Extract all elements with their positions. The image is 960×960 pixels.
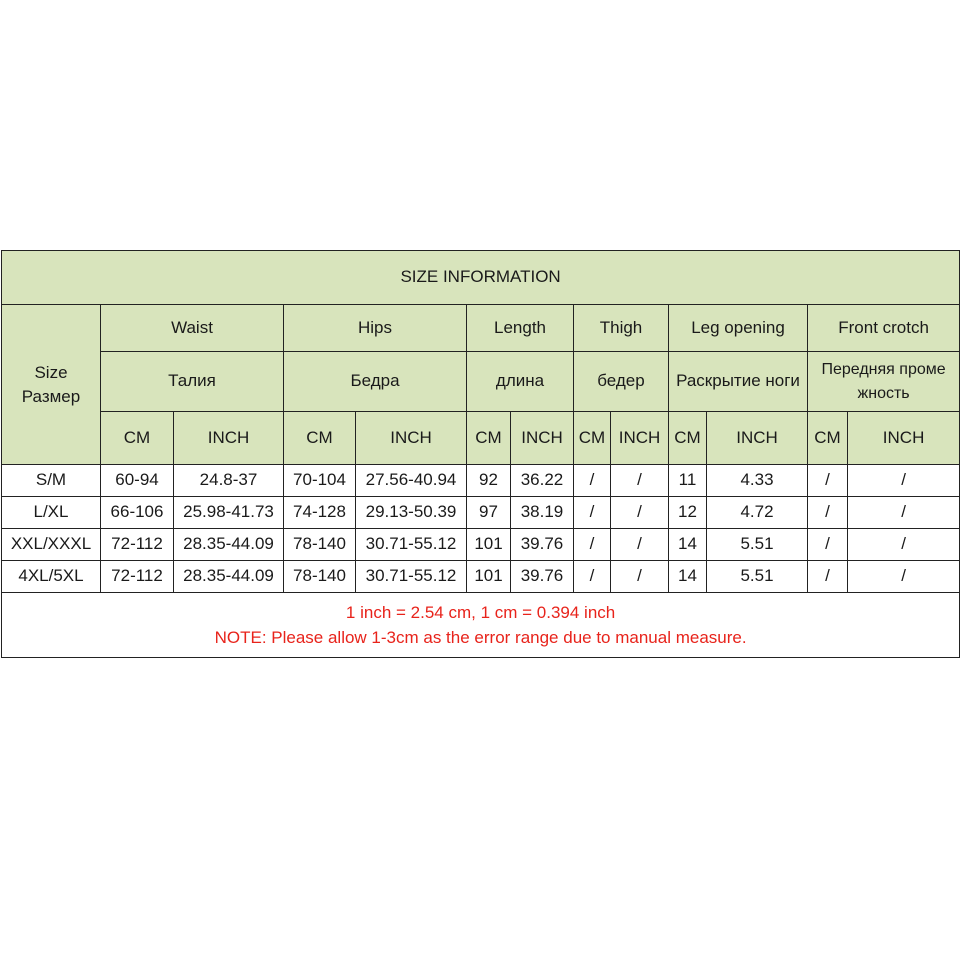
measure-header-thigh: Thigh: [574, 305, 669, 352]
table-cell: /: [611, 465, 669, 497]
table-cell: 12: [669, 497, 707, 529]
size-header-ru: Размер: [21, 386, 81, 406]
table-row: [2, 529, 960, 561]
measure-header-thigh-ru: бедер: [574, 352, 669, 412]
table-row: [2, 561, 960, 593]
note-cell: [2, 593, 960, 658]
size-header: [2, 305, 101, 465]
table-cell: /: [611, 561, 669, 593]
table-cell: 72-112: [101, 529, 174, 561]
unit-header: CM: [467, 412, 511, 465]
table-cell: 36.22: [511, 465, 574, 497]
table-cell: 30.71-55.12: [356, 529, 467, 561]
unit-header: CM: [101, 412, 174, 465]
table-cell: 101: [467, 561, 511, 593]
table-cell: 29.13-50.39: [356, 497, 467, 529]
table-cell: 38.19: [511, 497, 574, 529]
table-cell: 78-140: [284, 561, 356, 593]
table-cell: 14: [669, 561, 707, 593]
unit-header: INCH: [511, 412, 574, 465]
table-cell: 30.71-55.12: [356, 561, 467, 593]
table-cell: 28.35-44.09: [174, 529, 284, 561]
measure-header-waist-ru: Талия: [101, 352, 284, 412]
table-cell: 4.33: [707, 465, 808, 497]
table-cell: 66-106: [101, 497, 174, 529]
size-header-en: Size: [34, 362, 68, 382]
unit-header: CM: [574, 412, 611, 465]
table-cell: 72-112: [101, 561, 174, 593]
table-cell: /: [848, 561, 960, 593]
table-cell: 11: [669, 465, 707, 497]
table-cell: 60-94: [101, 465, 174, 497]
table-cell: /: [808, 529, 848, 561]
table-cell: /: [848, 465, 960, 497]
table-cell: /: [611, 529, 669, 561]
unit-header: CM: [669, 412, 707, 465]
table-cell: 24.8-37: [174, 465, 284, 497]
measure-header-leg-opening: Leg opening: [669, 305, 808, 352]
table-title: SIZE INFORMATION: [2, 251, 960, 305]
measure-header-hips-ru: Бедра: [284, 352, 467, 412]
size-cell: S/M: [2, 465, 101, 497]
measure-header-front-crotch-ru: [808, 352, 960, 412]
measure-header-length: Length: [467, 305, 574, 352]
size-table: [1, 250, 960, 658]
table-cell: 70-104: [284, 465, 356, 497]
size-chart: [1, 250, 959, 658]
front-crotch-ru-line2: жность: [857, 384, 910, 402]
table-row: [2, 497, 960, 529]
table-cell: 39.76: [511, 529, 574, 561]
measure-header-front-crotch: Front crotch: [808, 305, 960, 352]
table-cell: 25.98-41.73: [174, 497, 284, 529]
table-cell: 4.72: [707, 497, 808, 529]
unit-header: INCH: [356, 412, 467, 465]
table-cell: /: [611, 497, 669, 529]
measure-header-leg-opening-ru: Раскрытие ноги: [669, 352, 808, 412]
table-cell: /: [574, 465, 611, 497]
table-cell: /: [808, 465, 848, 497]
table-cell: 92: [467, 465, 511, 497]
unit-header: CM: [284, 412, 356, 465]
table-cell: 5.51: [707, 529, 808, 561]
unit-header: INCH: [611, 412, 669, 465]
table-cell: 78-140: [284, 529, 356, 561]
table-cell: 28.35-44.09: [174, 561, 284, 593]
size-cell: L/XL: [2, 497, 101, 529]
size-cell: 4XL/5XL: [2, 561, 101, 593]
table-cell: 74-128: [284, 497, 356, 529]
measurement-note: NOTE: Please allow 1-3cm as the error range due to manual measure.: [214, 628, 747, 647]
unit-header: INCH: [707, 412, 808, 465]
conversion-note: 1 inch = 2.54 cm, 1 cm = 0.394 inch: [345, 603, 616, 622]
measure-header-hips: Hips: [284, 305, 467, 352]
table-cell: 27.56-40.94: [356, 465, 467, 497]
table-cell: 97: [467, 497, 511, 529]
table-cell: /: [808, 561, 848, 593]
table-cell: /: [848, 497, 960, 529]
table-cell: /: [574, 497, 611, 529]
unit-header: INCH: [848, 412, 960, 465]
unit-header: CM: [808, 412, 848, 465]
unit-header: INCH: [174, 412, 284, 465]
table-cell: /: [848, 529, 960, 561]
table-cell: /: [574, 561, 611, 593]
table-cell: 14: [669, 529, 707, 561]
size-cell: XXL/XXXL: [2, 529, 101, 561]
table-cell: 101: [467, 529, 511, 561]
measure-header-length-ru: длина: [467, 352, 574, 412]
measure-header-waist: Waist: [101, 305, 284, 352]
front-crotch-ru-line1: Передняя проме: [821, 360, 946, 378]
table-cell: /: [808, 497, 848, 529]
table-cell: 39.76: [511, 561, 574, 593]
table-row: [2, 465, 960, 497]
table-cell: 5.51: [707, 561, 808, 593]
table-cell: /: [574, 529, 611, 561]
